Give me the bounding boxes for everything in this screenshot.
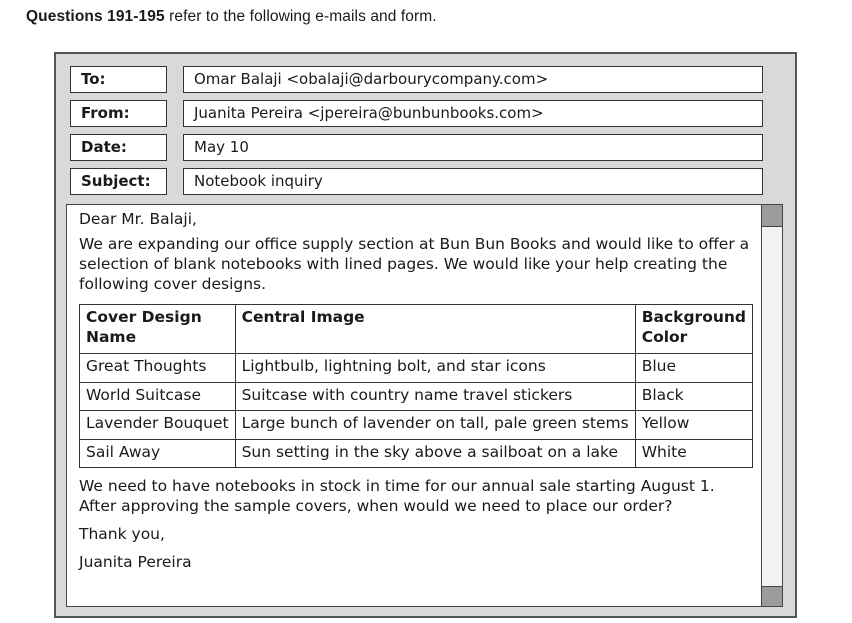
cell-central-image: Lightbulb, lightning bolt, and star icons [235, 354, 635, 383]
cover-design-table [79, 304, 753, 468]
cell-central-image: Large bunch of lavender on tall, pale green stems [235, 411, 635, 440]
cell-central-image: Suitcase with country name travel stickers [235, 382, 635, 411]
table-row [80, 382, 753, 411]
subject-field: Notebook inquiry [183, 168, 763, 195]
cell-central-image: Sun setting in the sky above a sailboat on a lake [235, 439, 635, 468]
col-header-color: Background Color [635, 305, 752, 354]
subject-label: Subject: [70, 168, 167, 195]
question-instruction: refer to the following e-mails and form. [164, 8, 437, 25]
to-label: To: [70, 66, 167, 93]
signature: Juanita Pereira [79, 553, 192, 571]
table-row [80, 411, 753, 440]
col-header-image: Central Image [235, 305, 635, 354]
question-range: Questions 191-195 [26, 8, 165, 25]
cell-background-color: Black [635, 382, 752, 411]
col-header-name: Cover Design Name [80, 305, 236, 354]
to-field: Omar Balaji <obalaji@darbourycompany.com> [183, 66, 763, 93]
email-body [66, 204, 783, 607]
question-intro [26, 8, 437, 26]
greeting: Dear Mr. Balaji, [79, 210, 197, 228]
vertical-scrollbar[interactable] [761, 205, 782, 606]
cell-background-color: White [635, 439, 752, 468]
from-label: From: [70, 100, 167, 127]
table-row [80, 354, 753, 383]
scrollbar-bottom-handle[interactable] [762, 586, 782, 606]
body-paragraph-1: We are expanding our office supply section at Bun Bun Books and would like to offer a selection of blank notebooks with lined pages. We would like your help creating the following cover designs. [79, 235, 750, 293]
from-field: Juanita Pereira <jpereira@bunbunbooks.com> [183, 100, 763, 127]
cell-design-name: World Suitcase [80, 382, 236, 411]
email-content [79, 209, 755, 577]
body-paragraph-2: We need to have notebooks in stock in time for our annual sale starting August 1. After approving the sample covers, when would we need to place our order? [79, 477, 715, 515]
date-field: May 10 [183, 134, 763, 161]
cell-design-name: Sail Away [80, 439, 236, 468]
table-row [80, 439, 753, 468]
cell-background-color: Blue [635, 354, 752, 383]
cell-design-name: Great Thoughts [80, 354, 236, 383]
closing: Thank you, [79, 525, 165, 543]
cell-background-color: Yellow [635, 411, 752, 440]
date-label: Date: [70, 134, 167, 161]
cell-design-name: Lavender Bouquet [80, 411, 236, 440]
email-window [54, 52, 797, 618]
table-header-row [80, 305, 753, 354]
scrollbar-top-handle[interactable] [762, 205, 782, 227]
